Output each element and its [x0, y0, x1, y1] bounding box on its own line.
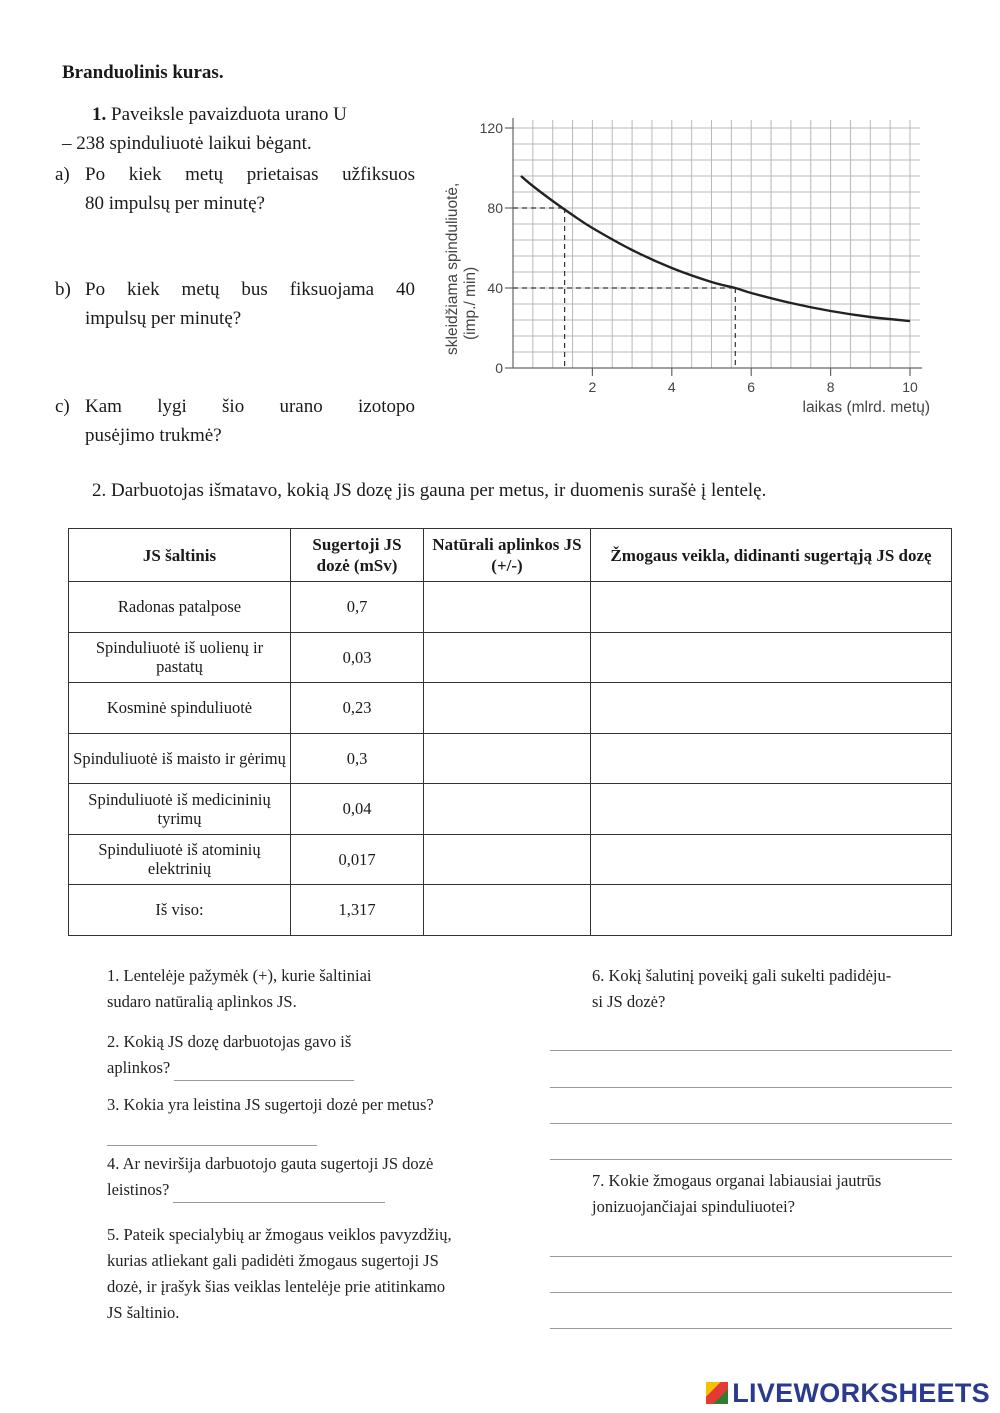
liveworksheets-logo: [706, 1378, 990, 1409]
answer-line-b2[interactable]: [174, 1060, 354, 1081]
table-row: [69, 834, 952, 885]
table-cell-dose: 0,23: [291, 683, 424, 734]
answer-line-b7-1[interactable]: [550, 1256, 952, 1257]
table-header-source: JS šaltinis: [69, 529, 291, 582]
table-cell-natural-input[interactable]: [424, 582, 591, 633]
table-header-human-activity: Žmogaus veikla, didinanti sugertąją JS dozę: [591, 529, 952, 582]
question-1-number: 1.: [92, 104, 107, 125]
table-cell-natural-input[interactable]: [424, 733, 591, 784]
chart-ylabel-line2: (imp./ min): [462, 266, 479, 340]
question-1-intro: [92, 100, 347, 129]
table-cell-dose: 0,3: [291, 733, 424, 784]
table-cell-source: Spinduliuotė iš uolienų ir pastatų: [69, 632, 291, 683]
table-cell-activity-input[interactable]: [591, 733, 952, 784]
logo-icon: [706, 1382, 728, 1404]
question-b5-line2: kurias atliekant gali padidėti žmogaus sugertoji JS: [107, 1251, 439, 1270]
page-title: Branduolinis kuras.: [62, 62, 224, 83]
table-cell-natural-input[interactable]: [424, 834, 591, 885]
y-tick-label: 120: [479, 120, 503, 136]
table-cell-dose: 0,017: [291, 834, 424, 885]
question-1c-label: c): [55, 396, 70, 417]
question-b1-line2: sudaro natūralią aplinkos JS.: [107, 992, 297, 1011]
table-row: [69, 582, 952, 633]
answer-line-b6-1[interactable]: [550, 1050, 952, 1051]
table-cell-activity-input[interactable]: [591, 834, 952, 885]
y-tick-label: 80: [487, 200, 503, 216]
table-row: [69, 683, 952, 734]
table-cell-activity-input[interactable]: [591, 885, 952, 936]
table-cell-source: Spinduliuotė iš medicininių tyrimų: [69, 784, 291, 835]
question-1-text-line1: Paveiksle pavaizduota urano U: [111, 104, 347, 125]
question-b1: [107, 963, 372, 1015]
table-cell-source: Iš viso:: [69, 885, 291, 936]
answer-line-b3[interactable]: [107, 1145, 317, 1146]
question-b2-line2: aplinkos?: [107, 1058, 171, 1077]
question-b5-line1: 5. Pateik specialybių ar žmogaus veiklos pavyzdžių,: [107, 1225, 452, 1244]
radiation-dose-table: [68, 528, 952, 936]
question-1b-label: b): [55, 279, 71, 300]
question-1c-line2: pusėjimo trukmė?: [85, 425, 222, 446]
question-1a-label: a): [55, 164, 70, 185]
table-cell-dose: 0,7: [291, 582, 424, 633]
answer-line-b6-2[interactable]: [550, 1087, 952, 1088]
y-tick-label: 40: [487, 280, 503, 296]
logo-text: LIVEWORKSHEETS: [732, 1378, 990, 1408]
question-1-text-line2: – 238 spinduliuotė laikui bėgant.: [62, 133, 312, 154]
question-b6-line1: 6. Kokį šalutinį poveikį gali sukelti padidėju-: [592, 966, 892, 985]
table-cell-source: Spinduliuotė iš atominių elektrinių: [69, 834, 291, 885]
table-header-natural: Natūrali aplinkos JS (+/-): [424, 529, 591, 582]
question-1a-line2: 80 impulsų per minutę?: [85, 193, 265, 214]
chart-xlabel: laikas (mlrd. metų): [802, 399, 930, 416]
chart-grid: [513, 118, 922, 368]
table-row: [69, 632, 952, 683]
question-b5-line3: dozė, ir įrašyk šias veiklas lentelėje prie atitinkamo: [107, 1277, 446, 1296]
x-tick-label: 6: [747, 379, 756, 395]
x-tick-label: 4: [667, 379, 676, 395]
table-cell-activity-input[interactable]: [591, 683, 952, 734]
question-1b-line2: impulsų per minutę?: [85, 308, 242, 329]
table-cell-natural-input[interactable]: [424, 683, 591, 734]
x-tick-label: 8: [826, 379, 835, 395]
question-b1-line1: 1. Lentelėje pažymėk (+), kurie šaltiniai: [107, 966, 372, 985]
answer-line-b7-3[interactable]: [550, 1328, 952, 1329]
answer-line-b4[interactable]: [173, 1182, 385, 1203]
table-cell-natural-input[interactable]: [424, 784, 591, 835]
table-cell-natural-input[interactable]: [424, 885, 591, 936]
radiation-decay-chart: [425, 100, 945, 430]
table-cell-source: Spinduliuotė iš maisto ir gėrimų: [69, 733, 291, 784]
question-1c-line1: Kam lygi šio urano izotopo: [85, 396, 415, 417]
question-b4: [107, 1151, 433, 1203]
x-tick-label: 2: [588, 379, 597, 395]
table-cell-activity-input[interactable]: [591, 582, 952, 633]
table-header-dose: Sugertoji JS dozė (mSv): [291, 529, 424, 582]
question-b4-line2: leistinos?: [107, 1180, 170, 1199]
question-b2: [107, 1029, 354, 1081]
question-b5-line4: JS šaltinio.: [107, 1303, 180, 1322]
question-b7-line1: 7. Kokie žmogaus organai labiausiai jautrūs: [592, 1171, 882, 1190]
table-row-total: [69, 885, 952, 936]
table-cell-activity-input[interactable]: [591, 632, 952, 683]
question-b4-line1: 4. Ar neviršija darbuotojo gauta sugertoji JS dozė: [107, 1154, 434, 1173]
answer-line-b6-4[interactable]: [550, 1159, 952, 1160]
question-2-text: 2. Darbuotojas išmatavo, kokią JS dozę jis gauna per metus, ir duomenis surašė į lentelę.: [92, 480, 767, 501]
question-b7-line2: jonizuojančiajai spinduliuotei?: [592, 1197, 795, 1216]
answer-line-b7-2[interactable]: [550, 1292, 952, 1293]
table-cell-dose: 0,04: [291, 784, 424, 835]
table-cell-source: Radonas patalpose: [69, 582, 291, 633]
answer-line-b6-3[interactable]: [550, 1123, 952, 1124]
table-cell-source: Kosminė spinduliuotė: [69, 683, 291, 734]
y-tick-label: 0: [495, 360, 503, 376]
question-1a-line1: Po kiek metų prietaisas užfiksuos: [85, 164, 415, 185]
question-b2-line1: 2. Kokią JS dozę darbuotojas gavo iš: [107, 1032, 352, 1051]
table-row: [69, 733, 952, 784]
chart-ylabel-line1: skleidžiama spinduliuotė,: [444, 182, 461, 355]
decay-curve: [521, 176, 910, 321]
table-row: [69, 784, 952, 835]
table-cell-activity-input[interactable]: [591, 784, 952, 835]
question-b3: 3. Kokia yra leistina JS sugertoji dozė per metus?: [107, 1095, 434, 1114]
chart-ticks: [480, 120, 918, 395]
question-b6-line2: si JS dozė?: [592, 992, 666, 1011]
question-b7: [592, 1168, 881, 1220]
table-cell-dose: 1,317: [291, 885, 424, 936]
table-cell-dose: 0,03: [291, 632, 424, 683]
x-tick-label: 10: [902, 379, 918, 395]
table-cell-natural-input[interactable]: [424, 632, 591, 683]
question-b6: [592, 963, 891, 1015]
question-b5: [107, 1222, 452, 1326]
question-1b-line1: Po kiek metų bus fiksuojama 40: [85, 279, 415, 300]
